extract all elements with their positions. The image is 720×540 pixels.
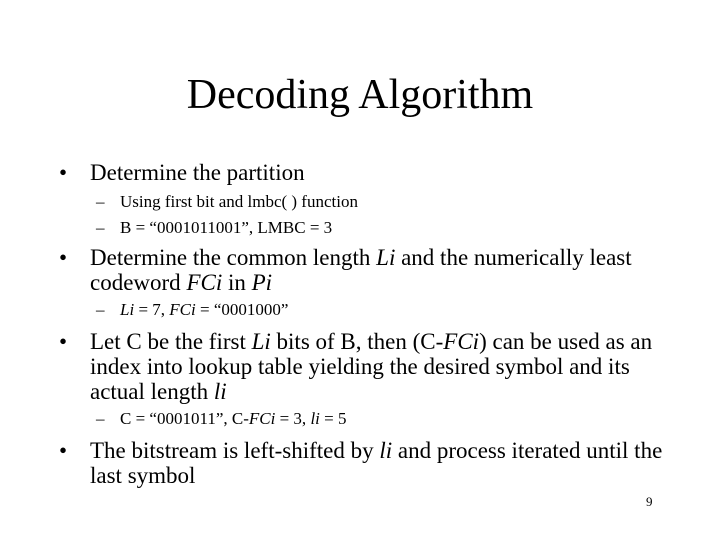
var-fci: FCi [169, 300, 196, 319]
page-number: 9 [646, 494, 653, 509]
sub-bullet-text: Using first bit and lmbc( ) function [120, 192, 358, 211]
var-li: Li [376, 245, 396, 270]
bullet-text-part: The bitstream is left-shifted by [90, 438, 380, 463]
var-li: Li [251, 329, 271, 354]
bullet-common-length [59, 245, 670, 295]
dash-icon: – [96, 218, 105, 237]
sub-bullet-text-part: C = “0001011”, C- [120, 409, 249, 428]
bullet-left-shift [59, 438, 670, 488]
sub-bullet-text-part: = 3, [275, 409, 311, 428]
dash-icon: – [96, 409, 105, 428]
dash-icon: – [96, 192, 105, 211]
bullet-icon: • [59, 438, 68, 463]
var-pi: Pi [251, 270, 273, 295]
sub-bullet-text: B = “0001011001”, LMBC = 3 [120, 218, 333, 237]
dash-icon: – [96, 300, 105, 319]
bullet-text-part: and process iterated until the last symbol [90, 438, 663, 488]
bullet-text: Determine the partition [90, 160, 305, 185]
var-fci: FCi [443, 329, 480, 354]
bullet-icon: • [59, 160, 68, 185]
bullet-determine-partition [59, 160, 670, 185]
sub-bullet-li-fci-values [96, 300, 660, 320]
bullet-text-part: bits of B, then (C- [270, 329, 444, 354]
bullet-text-part: in [222, 270, 252, 295]
slide-title: Decoding Algorithm [186, 72, 534, 118]
var-li: Li [120, 300, 135, 319]
bullet-text-part: Let C be the first [90, 329, 252, 354]
bullet-icon: • [59, 245, 68, 270]
var-li-lower: li [213, 379, 227, 404]
sub-bullet-lmbc-function [96, 192, 660, 212]
bullet-lookup-table [59, 329, 670, 404]
var-li-lower: li [379, 438, 393, 463]
var-li-lower: li [310, 409, 320, 428]
bullet-text-part: ) can be used as an index into lookup table yielding the desired symbol and its actual length [90, 329, 653, 404]
sub-bullet-c-value [96, 409, 660, 429]
bullet-text-part: and the numerically least codeword [90, 245, 632, 295]
bullet-icon: • [59, 329, 68, 354]
var-fci: FCi [186, 270, 223, 295]
sub-bullet-text-part: = 7, [134, 300, 170, 319]
sub-bullet-text-part: = 5 [319, 409, 347, 428]
bullet-text-part: Determine the common length [90, 245, 377, 270]
sub-bullet-text-part: = “0001000” [195, 300, 289, 319]
var-fci: FCi [248, 409, 276, 428]
sub-bullet-b-value [96, 218, 660, 238]
